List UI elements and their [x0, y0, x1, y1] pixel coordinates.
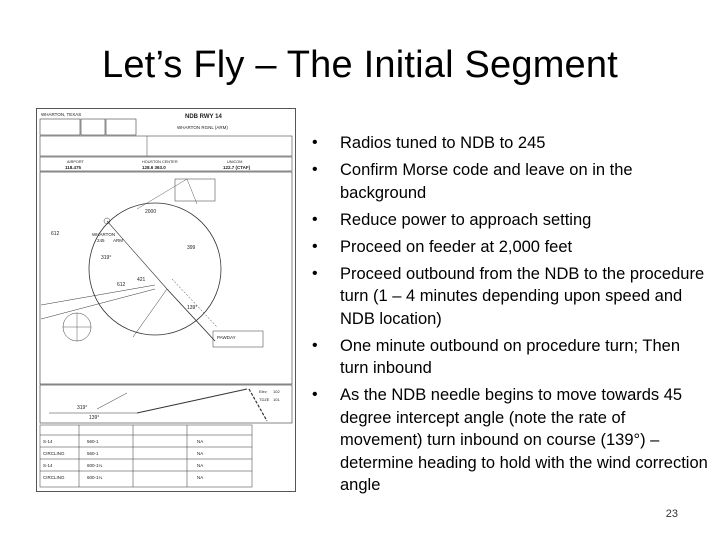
chart-location: WHARTON, TEXAS [41, 112, 82, 117]
chart-na-1: NA [197, 439, 204, 444]
bullet-icon: • [312, 161, 318, 178]
chart-profile-heading-out: 319° [77, 405, 88, 411]
chart-elev-label: Elev [259, 389, 267, 394]
bullet-item [308, 335, 708, 380]
bullet-text: Confirm Morse code and leave on in the background [340, 161, 633, 202]
chart-alt-2000: 2000 [145, 209, 157, 215]
bullet-item [308, 384, 708, 497]
bullet-item [308, 132, 708, 155]
chart-ndb-ident: ARM [113, 238, 123, 243]
bullet-icon: • [312, 210, 318, 228]
chart-na-4: NA [197, 475, 204, 480]
bullet-item [308, 236, 708, 259]
slide-title: Let’s Fly – The Initial Segment [102, 44, 618, 86]
chart-unicom-freq: 122.7 (CTAF) [223, 165, 251, 170]
bullet-icon: • [312, 264, 318, 282]
chart-na-3: NA [197, 463, 204, 468]
page-number: 23 [665, 508, 678, 520]
chart-unicom-label: UNICOM [227, 160, 243, 164]
chart-ndb-name: WHARTON [92, 232, 116, 237]
bullet-icon: • [312, 386, 318, 403]
chart-center-freq: 128.6 363.0 [142, 165, 166, 170]
chart-approach-label: AIRPORT [67, 160, 84, 164]
chart-center-label: HOUSTON CENTER [142, 160, 178, 164]
chart-min-s14: 560-1 [87, 439, 99, 444]
bullet-text: Proceed on feeder at 2,000 feet [340, 237, 573, 256]
bullet-text: As the NDB needle begins to move towards 45 degree intercept angle (note the rate of movement) turn inbound on course (139°) – determine heading to hold with the wind correction angle [340, 386, 708, 494]
chart-profile-heading-in: 139° [89, 415, 100, 421]
chart-heading-out: 319° [101, 255, 112, 261]
bullet-list [308, 132, 708, 501]
chart-approach-freq: 118.475 [65, 165, 82, 170]
chart-na-2: NA [197, 451, 204, 456]
bullet-item [308, 159, 708, 204]
bullet-text: Proceed outbound from the NDB to the procedure turn (1 – 4 minutes depending upon speed and NDB location) [340, 264, 705, 328]
chart-obstacle-612b: 612 [117, 282, 126, 288]
chart-procedure: NDB RWY 14 [185, 114, 222, 120]
chart-min-circling: 560-1 [87, 451, 99, 456]
bullet-icon: • [312, 237, 318, 255]
chart-elev-value: 102 [273, 389, 280, 394]
chart-row-circling-b: CIRCLING [43, 475, 65, 480]
chart-row-s14-b: S-14 [43, 463, 53, 468]
bullet-text: Reduce power to approach setting [340, 210, 592, 229]
chart-tdze-label: TDZE [259, 397, 270, 402]
bullet-icon: • [312, 336, 318, 354]
chart-tdze-value: 101 [273, 397, 280, 402]
chart-obstacle-612a: 612 [51, 231, 60, 237]
bullet-item [308, 209, 708, 232]
chart-heading-in: 139° [187, 305, 198, 311]
chart-obstacle-421: 421 [137, 277, 146, 283]
approach-chart-drawing [37, 109, 295, 491]
chart-fix-name: PAWDAY [217, 335, 236, 340]
chart-ndb-freq: 245 [97, 238, 105, 243]
bullet-icon: • [312, 134, 318, 151]
bullet-text: Radios tuned to NDB to 245 [340, 134, 546, 152]
chart-min-circ-b: 600-1¼ [87, 475, 103, 480]
chart-row-s14: S-14 [43, 439, 53, 444]
bullet-item [308, 263, 708, 331]
chart-obstacle-399: 399 [187, 245, 196, 251]
chart-row-circling: CIRCLING [43, 451, 65, 456]
bullet-text: One minute outbound on procedure turn; Then turn inbound [340, 336, 681, 377]
chart-airport: WHARTON RGNL (ARM) [177, 125, 228, 130]
approach-chart-image [36, 108, 296, 492]
chart-min-s14-b: 600-1¼ [87, 463, 103, 468]
